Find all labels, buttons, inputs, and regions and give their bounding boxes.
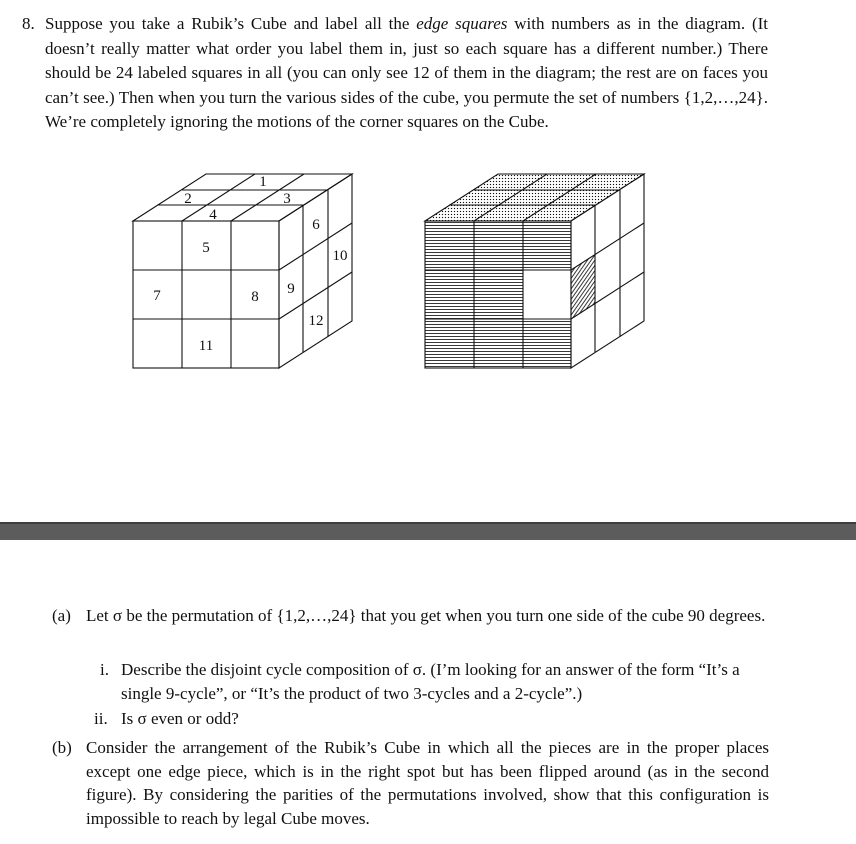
- edge-label-4: 4: [209, 207, 217, 223]
- flipped-edge-front: [523, 270, 571, 319]
- edge-label-1: 1: [259, 174, 267, 190]
- edge-label-3: 3: [283, 191, 291, 207]
- edge-label-5: 5: [202, 240, 210, 256]
- shaded-cube: [425, 174, 644, 368]
- edge-label-7: 7: [153, 288, 161, 304]
- part-a-i-marker: i.: [100, 660, 109, 679]
- edge-label-8: 8: [251, 289, 259, 305]
- part-a-ii-marker: ii.: [94, 709, 108, 728]
- edge-label-11: 11: [198, 338, 214, 354]
- part-b-text: Consider the arrangement of the Rubik’s Cube in which all the pieces are in the proper places except one edge piece, which is in the right spot but has been flipped around (as in the second figure). By considering the parities of the permutations involved, show that this configuration is impossible to reach by legal Cube moves.: [86, 738, 769, 828]
- problem-number: 8.: [22, 14, 35, 33]
- edge-label-2: 2: [184, 191, 192, 207]
- edge-label-9: 9: [287, 281, 295, 297]
- part-a-text: Let σ be the permutation of {1,2,…,24} that you get when you turn one side of the cube 90 degrees.: [86, 606, 766, 625]
- page-divider: [0, 522, 856, 540]
- flipped-edge-side: [571, 254, 595, 319]
- labeled-cube: [133, 174, 352, 368]
- edge-label-6: 6: [312, 217, 320, 233]
- part-a-marker: (a): [52, 606, 71, 625]
- cube-figures: [0, 150, 856, 375]
- part-a-i-text: Describe the disjoint cycle composition of σ. (I’m looking for an answer of the form “It’s a single 9-cycle”, or “It’s the product of two 3-cycles and a 2-cycle”.): [121, 660, 740, 703]
- intro-emphasis: edge squares: [416, 14, 508, 33]
- problem-statement: [45, 12, 768, 135]
- edge-label-12: 12: [308, 313, 324, 329]
- intro-part-b: with numbers as in the diagram. (It doesn’t really matter what order you label them in, just so each square has a different number.) There should be 24 labeled squares in all (you can only see 12 of them in the diagram; the rest are on faces you can’t see.) Then when you turn the various sides of the cube, you permute the set of numbers {1,2,…,24}. We’re completely ignoring the motions of the corner squares on the Cube.: [45, 14, 769, 132]
- part-b-marker: (b): [52, 738, 72, 757]
- edge-label-10: 10: [332, 248, 348, 264]
- intro-part-a: Suppose you take a Rubik’s Cube and label all the: [45, 14, 417, 33]
- part-a-ii-text: Is σ even or odd?: [121, 709, 239, 728]
